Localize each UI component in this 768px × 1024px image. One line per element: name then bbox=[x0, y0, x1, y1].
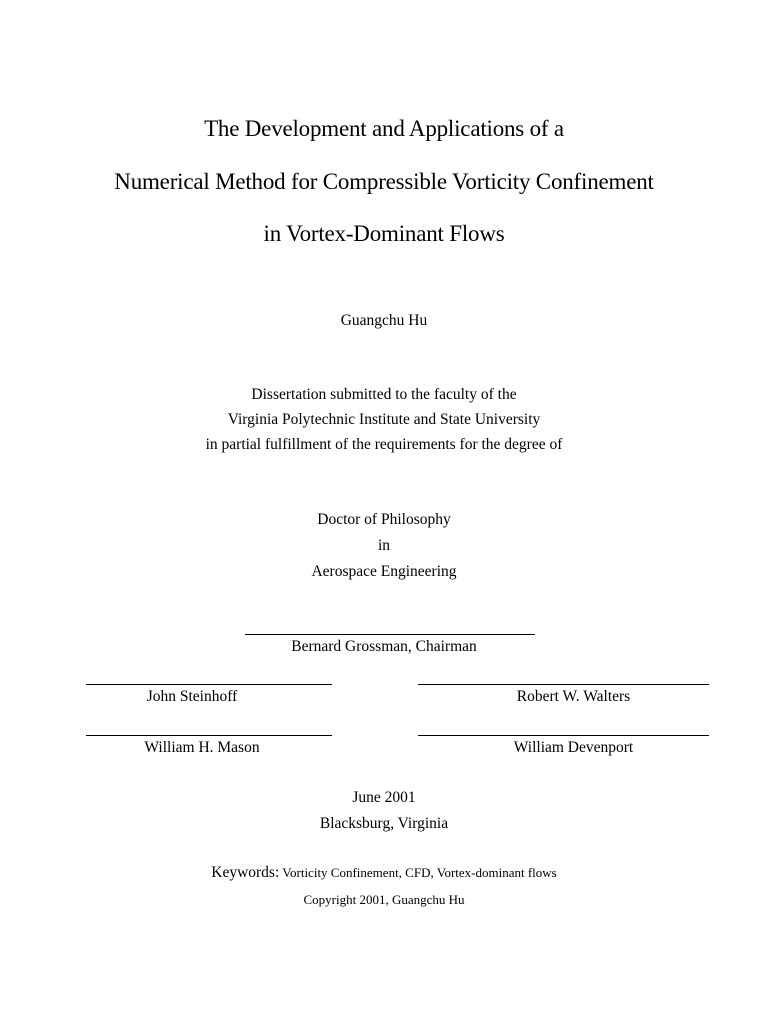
member1-signature-line bbox=[86, 684, 332, 685]
submission-line-3: in partial fulfillment of the requirements for the degree of bbox=[205, 436, 563, 453]
keywords-value: Vorticity Confinement, CFD, Vortex-dominant flows bbox=[279, 865, 557, 880]
member2-signature-line bbox=[418, 684, 709, 685]
copyright-notice: Copyright 2001, Guangchu Hu bbox=[303, 892, 465, 907]
author-name: Guangchu Hu bbox=[340, 312, 428, 329]
submission-date: June 2001 bbox=[352, 789, 416, 806]
title-line-2: Numerical Method for Compressible Vorticity Confinement bbox=[114, 169, 654, 194]
keywords-line bbox=[0, 864, 768, 882]
member2-name: Robert W. Walters bbox=[516, 688, 631, 705]
chairman-name: Bernard Grossman, Chairman bbox=[291, 638, 477, 655]
keywords-colon: : bbox=[274, 864, 280, 881]
member1-name: John Steinhoff bbox=[146, 688, 238, 705]
submission-location: Blacksburg, Virginia bbox=[319, 815, 449, 832]
keywords-label: Keywords bbox=[211, 864, 275, 881]
member3-name: William H. Mason bbox=[144, 739, 260, 756]
submission-line-1: Dissertation submitted to the faculty of the bbox=[251, 386, 517, 403]
chairman-signature-line bbox=[245, 634, 535, 635]
degree-connector: in bbox=[377, 537, 391, 554]
degree-field: Aerospace Engineering bbox=[311, 563, 457, 580]
member4-signature-line bbox=[418, 735, 709, 736]
member4-name: William Devenport bbox=[513, 739, 634, 756]
degree-name: Doctor of Philosophy bbox=[317, 511, 451, 528]
title-line-1: The Development and Applications of a bbox=[204, 116, 564, 141]
submission-line-2: Virginia Polytechnic Institute and State University bbox=[227, 411, 541, 428]
title-line-3: in Vortex-Dominant Flows bbox=[263, 221, 505, 246]
member3-signature-line bbox=[86, 735, 332, 736]
